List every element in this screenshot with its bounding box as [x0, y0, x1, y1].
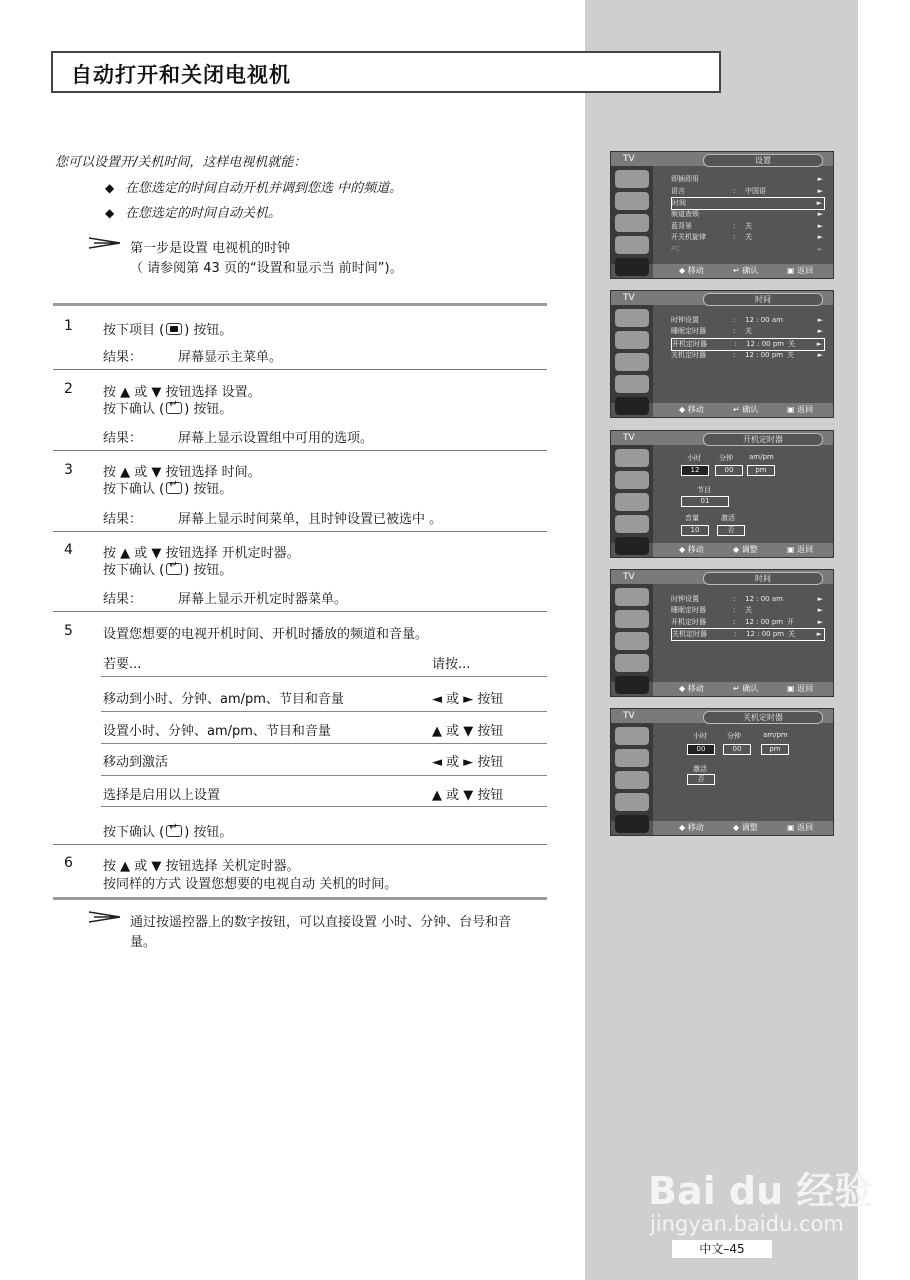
minute-field: 00: [723, 744, 751, 755]
result-label: 结果：: [103, 431, 143, 446]
screen-setup-menu: TV 设置 即插即用 ► 语言 : 中国语 ► 时间 ► 频道查锁 ► 蓝背景 : 关 ► 开关机旋律 : 关 ► PC ► ◆ 移动 ↵ 确认 ▣ 返回: [610, 151, 834, 279]
screen-on-timer: TV 开机定时器 小时 分钟 am/pm 12 00 pm 节目 01 音量 激活 10 否 ◆ 移动 ◆ 调整 ▣ 返回: [610, 430, 834, 558]
screen-footer: ◆ 移动 ↵ 确认 ▣ 返回: [653, 682, 833, 696]
result-text: 屏幕显示主菜单。: [178, 350, 283, 365]
screen-footer: ◆ 移动 ↵ 确认 ▣ 返回: [653, 403, 833, 417]
screen-time-menu: TV 时间 时钟设置 : 12 : 00 am ► 睡眠定时器 : 关 ► 开机定时器 : 12 : 00 pm 开 ► 关机定时器 : 12 : 00 pm 关 ► ◆ 移动 ↵ 确认 ▣ 返回: [610, 569, 834, 697]
minute-field: 00: [715, 465, 743, 476]
step-number: 4: [64, 542, 73, 558]
result-label: 结果：: [103, 512, 143, 527]
divider: [53, 450, 547, 451]
divider: [53, 303, 547, 306]
divider: [53, 844, 547, 845]
divider: [53, 611, 547, 612]
channel-field: 01: [681, 496, 729, 507]
table-header-if: 若要...: [103, 657, 142, 672]
enter-key-icon: [166, 402, 182, 414]
step-instruction: 按下确认 (↵ ) 按钮。: [103, 398, 232, 417]
screen-footer: ◆ 移动 ◆ 调整 ▣ 返回: [653, 821, 833, 835]
step-instruction: 按同样的方式 设置您想要的电视自动 关机的时间。: [103, 877, 398, 892]
step-number: 2: [64, 381, 73, 397]
enter-key-icon: [166, 563, 182, 575]
menu-icons: [611, 305, 653, 403]
menu-row: 即插即用 ►: [671, 175, 823, 183]
table-cell: ◄ 或 ► 按钮: [432, 692, 504, 707]
step-instruction: 按下项目 ( ) 按钮。: [103, 323, 233, 338]
divider: [53, 369, 547, 370]
menu-row: 睡眠定时器 : 关 ►: [671, 606, 823, 614]
hour-field: 12: [681, 465, 709, 476]
activate-field: 否: [687, 774, 715, 785]
volume-field: 10: [681, 525, 709, 536]
step-instruction: 按下确认 (↵ ) 按钮。: [103, 821, 232, 840]
screen-off-timer: TV 关机定时器 小时 分钟 am/pm 00 00 pm 激活 否 ◆ 移动 ◆ 调整 ▣ 返回: [610, 708, 834, 836]
page-title: 自动打开和关闭电视机: [71, 63, 291, 87]
menu-key-icon: [166, 323, 182, 335]
divider: [53, 897, 547, 900]
enter-key-icon: [166, 825, 182, 837]
menu-row-selected: 开机定时器 : 12 : 00 pm 关 ►: [671, 338, 825, 351]
table-cell: ▲ 或 ▼ 按钮: [432, 788, 504, 803]
note-arrow-icon: [88, 910, 122, 924]
menu-icons: [611, 723, 653, 821]
table-cell: ▲ 或 ▼ 按钮: [432, 724, 504, 739]
divider: [101, 711, 547, 712]
step-number: 5: [64, 623, 73, 639]
screen-time-menu: TV 时间 时钟设置 : 12 : 00 am ► 睡眠定时器 : 关 ► 开机定时器 : 12 : 00 pm 关 ► 关机定时器 : 12 : 00 pm 关 ► ◆ 移动 ↵ 确认 ▣ 返回: [610, 290, 834, 418]
bullet-item: ◆ 在您选定的时间自动关机。: [105, 206, 282, 221]
step-instruction: 按 ▲ 或 ▼ 按钮选择 关机定时器。: [103, 859, 300, 874]
menu-row: 时钟设置 : 12 : 00 am ►: [671, 595, 823, 603]
menu-row: 开关机旋律 : 关 ►: [671, 233, 823, 241]
step-instruction: 按 ▲ 或 ▼ 按钮选择 时间。: [103, 465, 261, 480]
ampm-field: pm: [747, 465, 775, 476]
title-box: [51, 51, 721, 93]
screen-title: 时间: [703, 293, 823, 306]
bullet-item: ◆ 在您选定的时间自动开机并调到您选 中的频道。: [105, 181, 403, 196]
divider: [101, 676, 547, 677]
result-text: 屏幕上显示设置组中可用的选项。: [178, 431, 374, 446]
enter-key-icon: [166, 482, 182, 494]
divider: [101, 806, 547, 807]
screen-footer: ◆ 移动 ◆ 调整 ▣ 返回: [653, 543, 833, 557]
note-text: 第一步是设置 电视机的时钟 （ 请参阅第 43 页的“设置和显示当 前时间”)。: [130, 241, 403, 276]
watermark-url: jingyan.baidu.com: [650, 1212, 844, 1236]
table-cell: 移动到小时、分钟、am/pm、节目和音量: [103, 692, 344, 707]
step-instruction: 按下确认 (↵ ) 按钮。: [103, 478, 232, 497]
note-text: 通过按遥控器上的数字按钮，可以直接设置 小时、分钟、台号和音 量。: [130, 915, 512, 950]
screen-title: 关机定时器: [703, 711, 823, 724]
menu-icons: [611, 166, 653, 264]
result-label: 结果：: [103, 350, 143, 365]
table-cell: ◄ 或 ► 按钮: [432, 755, 504, 770]
divider: [101, 743, 547, 744]
menu-row: PC ►: [671, 245, 823, 253]
ampm-field: pm: [761, 744, 789, 755]
table-cell: 移动到激活: [103, 755, 169, 770]
step-instruction: 按下确认 (↵ ) 按钮。: [103, 559, 232, 578]
step-number: 3: [64, 462, 73, 478]
step-instruction: 按 ▲ 或 ▼ 按钮选择 开机定时器。: [103, 546, 300, 561]
menu-row: 开机定时器 : 12 : 00 pm 开 ►: [671, 618, 823, 626]
step-number: 1: [64, 318, 73, 334]
menu-row: 时钟设置 : 12 : 00 am ►: [671, 316, 823, 324]
result-text: 屏幕上显示开机定时器菜单。: [178, 592, 348, 607]
step-instruction: 设置您想要的电视开机时间、开机时播放的频道和音量。: [103, 627, 429, 642]
watermark-brand: Bai du 经验: [648, 1169, 873, 1213]
menu-row: 睡眠定时器 : 关 ►: [671, 327, 823, 335]
menu-icons: [611, 584, 653, 682]
menu-icons: [611, 445, 653, 543]
hour-field: 00: [687, 744, 715, 755]
diamond-icon: ◆: [105, 181, 115, 195]
menu-row-selected: 关机定时器 : 12 : 00 pm 关 ►: [671, 628, 825, 641]
page-number: 中文–45: [672, 1240, 772, 1258]
menu-row: 频道查锁 ►: [671, 210, 823, 218]
step-number: 6: [64, 855, 73, 871]
step-instruction: 按 ▲ 或 ▼ 按钮选择 设置。: [103, 385, 261, 400]
screen-title: 设置: [703, 154, 823, 167]
table-cell: 选择是启用以上设置: [103, 788, 221, 803]
diamond-icon: ◆: [105, 206, 115, 220]
activate-field: 否: [717, 525, 745, 536]
result-label: 结果：: [103, 592, 143, 607]
menu-row: 关机定时器 : 12 : 00 pm 关 ►: [671, 351, 823, 359]
divider: [101, 775, 547, 776]
intro-text: 您可以设置开/关机时间，这样电视机就能：: [55, 155, 307, 170]
screen-title: 时间: [703, 572, 823, 585]
screen-footer: ◆ 移动 ↵ 确认 ▣ 返回: [653, 264, 833, 278]
menu-row: 蓝背景 : 关 ►: [671, 222, 823, 230]
screen-title: 开机定时器: [703, 433, 823, 446]
table-header-press: 请按...: [432, 657, 471, 672]
divider: [53, 531, 547, 532]
menu-row-selected: 时间 ►: [671, 197, 825, 210]
menu-row: 语言 : 中国语 ►: [671, 187, 823, 195]
table-cell: 设置小时、分钟、am/pm、节目和音量: [103, 724, 331, 739]
note-arrow-icon: [88, 236, 122, 250]
result-text: 屏幕上显示时间菜单，且时钟设置已被选中 。: [178, 512, 443, 527]
